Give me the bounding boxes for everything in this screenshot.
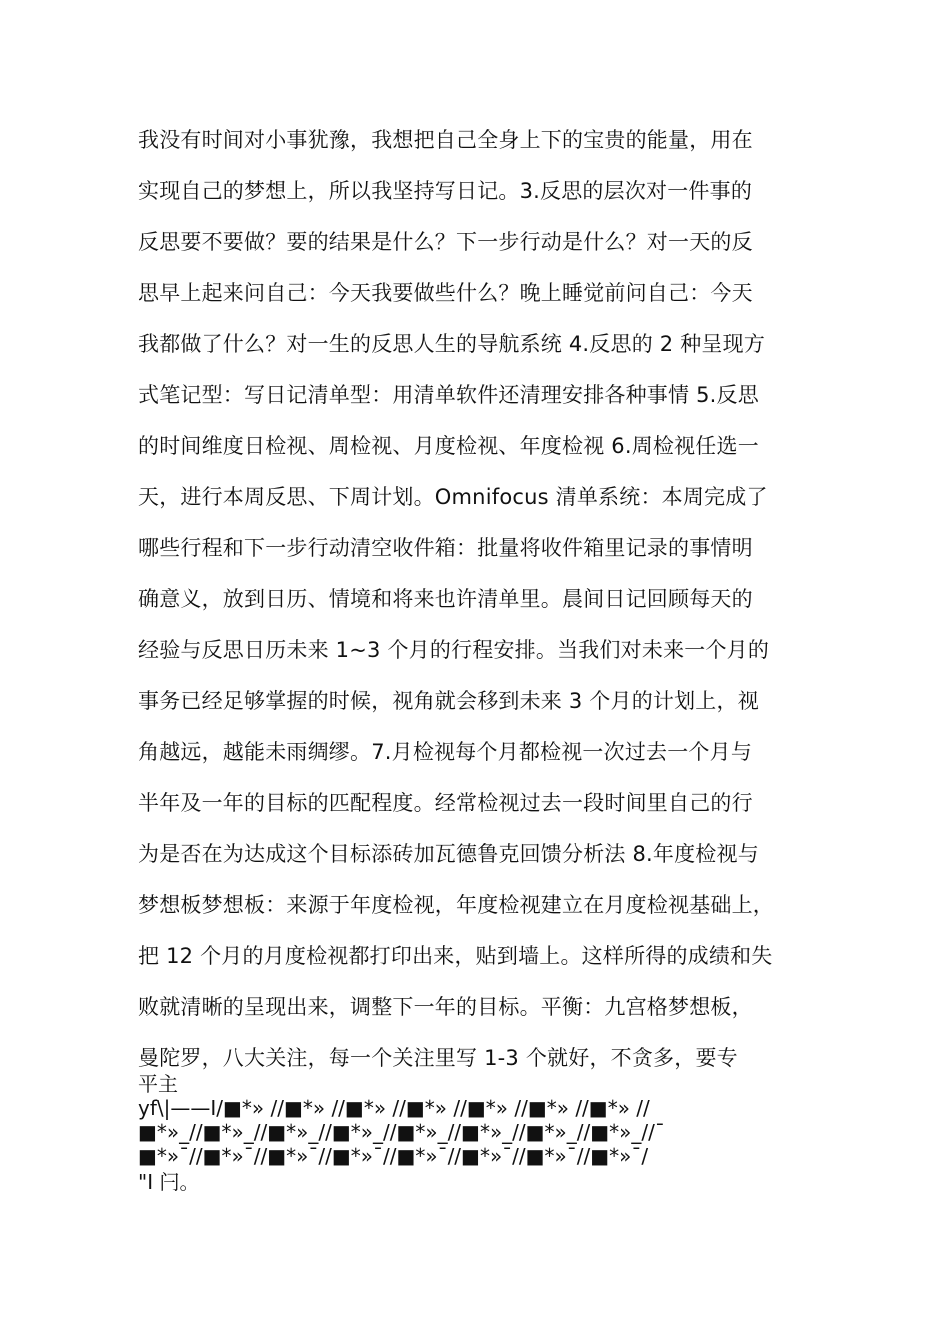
text-line: 我都做了什么？对一生的反思人生的导航系统 4.反思的 2 种呈现方 (138, 332, 766, 356)
garbled-line: ■*»¯//■*»¯//■*»¯//■*»¯//■*»¯//■*»¯//■*»¯//■*»¯/ (138, 1144, 649, 1168)
text-line: 把 12 个月的月度检视都打印出来，贴到墙上。这样所得的成绩和失 (138, 944, 773, 968)
text-line: 败就清晰的呈现出来，调整下一年的目标。平衡：九宫格梦想板， (138, 995, 753, 1019)
text-line: 确意义，放到日历、情境和将来也许清单里。晨间日记回顾每天的 (138, 587, 753, 611)
text-line: 梦想板梦想板：来源于年度检视，年度检视建立在月度检视基础上， (138, 893, 774, 917)
body-paragraph (138, 115, 818, 1084)
garbled-line: yf\|——I/■*» //■*» //■*» //■*» //■*» //■*» //■*» // (138, 1096, 650, 1120)
text-line: 事务已经足够掌握的时候，视角就会移到未来 3 个月的计划上，视 (138, 689, 759, 713)
text-line: 半年及一年的目标的匹配程度。经常检视过去一段时间里自己的行 (138, 791, 753, 815)
text-line: 式笔记型：写日记清单型：用清单软件还清理安排各种事情 5.反思 (138, 383, 759, 407)
text-line: 我没有时间对小事犹豫，我想把自己全身上下的宝贵的能量，用在 (138, 128, 753, 152)
text-line: 哪些行程和下一步行动清空收件箱：批量将收件箱里记录的事情明 (138, 536, 753, 560)
garbled-line: "I 闩。 (138, 1170, 200, 1194)
text-line: 角越远，越能未雨绸缪。7.月检视每个月都检视一次过去一个月与 (138, 740, 753, 764)
text-line: 反思要不要做？要的结果是什么？下一步行动是什么？对一天的反 (138, 230, 753, 254)
garbled-text-block (138, 1072, 818, 1194)
text-line: 思早上起来问自己：今天我要做些什么？晚上睡觉前问自己：今天 (138, 281, 753, 305)
text-line: 的时间维度日检视、周检视、月度检视、年度检视 6.周检视任选一 (138, 434, 759, 458)
text-line: 为是否在为达成这个目标添砖加瓦德鲁克回馈分析法 8.年度检视与 (138, 842, 759, 866)
text-line: 经验与反思日历未来 1~3 个月的行程安排。当我们对未来一个月的 (138, 638, 770, 662)
text-line: 天，进行本周反思、下周计划。Omnifocus 清单系统：本周完成了 (138, 485, 768, 509)
garbled-line: ■*»_//■*»_//■*»_//■*»_//■*»_//■*»_//■*»_//■*»_//¯ (138, 1120, 665, 1144)
garbled-line: 平主 (138, 1072, 178, 1096)
text-line: 实现自己的梦想上，所以我坚持写日记。3.反思的层次对一件事的 (138, 179, 753, 203)
text-line: 曼陀罗，八大关注，每一个关注里写 1-3 个就好，不贪多，要专 (138, 1046, 738, 1070)
